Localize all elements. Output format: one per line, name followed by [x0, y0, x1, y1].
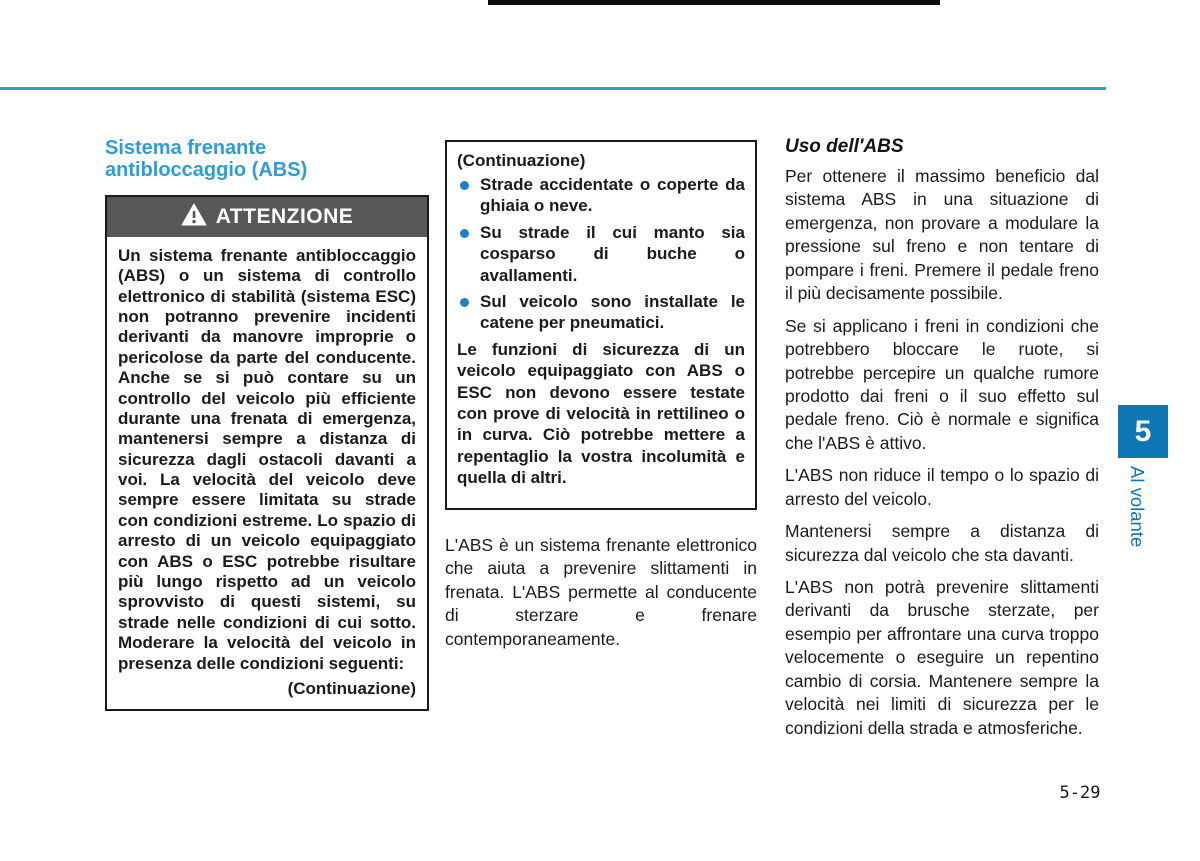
body-paragraph: Mantenersi sempre a distanza di sicurezza dal veicolo che sta davanti.	[785, 521, 1099, 565]
body-paragraph: Se si applicano i freni in condizioni che potrebbero bloccare le ruote, si potrebbe percepire un qualche rumore prodotto dai freni o il suo effetto sul pedale freno. Ciò è normale e significa che l'ABS è attivo.	[785, 315, 1099, 453]
warning-box	[105, 195, 429, 711]
bullet-list	[457, 174, 745, 334]
subsection-title: Uso dell'ABS	[785, 136, 904, 157]
warning-text: Un sistema frenante antibloccaggio (ABS) o un sistema di controllo elettronico di stabilità (sistema ESC) non potranno prevenire incidenti derivanti da manovre improprie o pericolose da parte del conducente. Anche se si può contare su un controllo del veicolo più efficiente durante una frenata di emergenza, mantenersi sempre a distanza di sicurezza dagli ostacoli davanti a voi. La velocità del veicolo deve sempre essere limitata su strade con condizioni estreme. Lo spazio di arresto di un veicolo equipaggiato con ABS o ESC potrebbe risultare più lungo rispetto ad un veicolo sprovvisto di questi sistemi, su strade nelle condizioni di cui sotto. Moderare la velocità del veicolo in presenza delle condizioni seguenti:	[118, 245, 416, 673]
header-rule-line	[0, 87, 1106, 90]
list-item	[457, 222, 745, 286]
chapter-tab: 5	[1118, 405, 1168, 458]
bullet-text: Su strade il cui manto sia cosparso di buche o avallamenti.	[480, 222, 745, 285]
section-title	[105, 137, 429, 182]
bullet-dot-icon	[460, 181, 469, 190]
continuation-box	[445, 140, 757, 510]
list-item	[457, 291, 745, 334]
right-column	[785, 136, 1099, 749]
page-number: 5-29	[1059, 783, 1101, 803]
section-title-line-2: antibloccaggio (ABS)	[105, 159, 308, 182]
bullet-text: Strade accidentate o coperte da ghiaia o neve.	[480, 175, 745, 216]
warning-body	[107, 237, 427, 678]
warning-title: ATTENZIONE	[215, 204, 354, 228]
left-column	[105, 137, 429, 711]
continuation-paragraph: Le funzioni di sicurezza di un veicolo equipaggiato con ABS o ESC non devono essere testate con prove di velocità in rettilineo o in curva. Ciò potrebbe mettere a repentaglio la vostra incolumità e quella di altri.	[457, 339, 745, 488]
body-paragraph: L'ABS non riduce il tempo o lo spazio di arresto del veicolo.	[785, 465, 1099, 509]
chapter-tab-label: Al volante	[1127, 466, 1148, 548]
redacted-header-bar	[488, 0, 940, 5]
continuation-label: (Continuazione)	[457, 151, 586, 170]
bullet-dot-icon	[460, 229, 469, 238]
bullet-text: Sul veicolo sono installate le catene per pneumatici.	[480, 292, 745, 333]
section-title-line-1: Sistema frenante	[105, 137, 267, 159]
bullet-dot-icon	[460, 298, 469, 307]
abs-description-paragraph: L'ABS è un sistema frenante elettronico che aiuta a prevenire slittamenti in frenata. L'ABS permette al conducente di sterzare e frenare contemporaneamente.	[445, 535, 757, 649]
warning-header	[107, 197, 427, 237]
warning-continuation-label: (Continuazione)	[287, 678, 416, 698]
middle-column	[445, 140, 757, 651]
list-item	[457, 174, 745, 217]
body-paragraph: Per ottenere il massimo beneficio dal sistema ABS in una situazione di emergenza, non provare a modulare la pressione sul freno e non tentare di pompare i freni. Premere il pedale freno il più decisamente possibile.	[785, 166, 1099, 304]
body-paragraph: L'ABS non potrà prevenire slittamenti derivanti da brusche sterzate, per esempio per affrontare una curva troppo velocemente o eseguire un repentino cambio di corsia. Mantenere sempre la velocità nei limiti di sicurezza per le condizioni della strada e atmosferiche.	[785, 577, 1099, 738]
warning-triangle-icon	[181, 203, 207, 231]
